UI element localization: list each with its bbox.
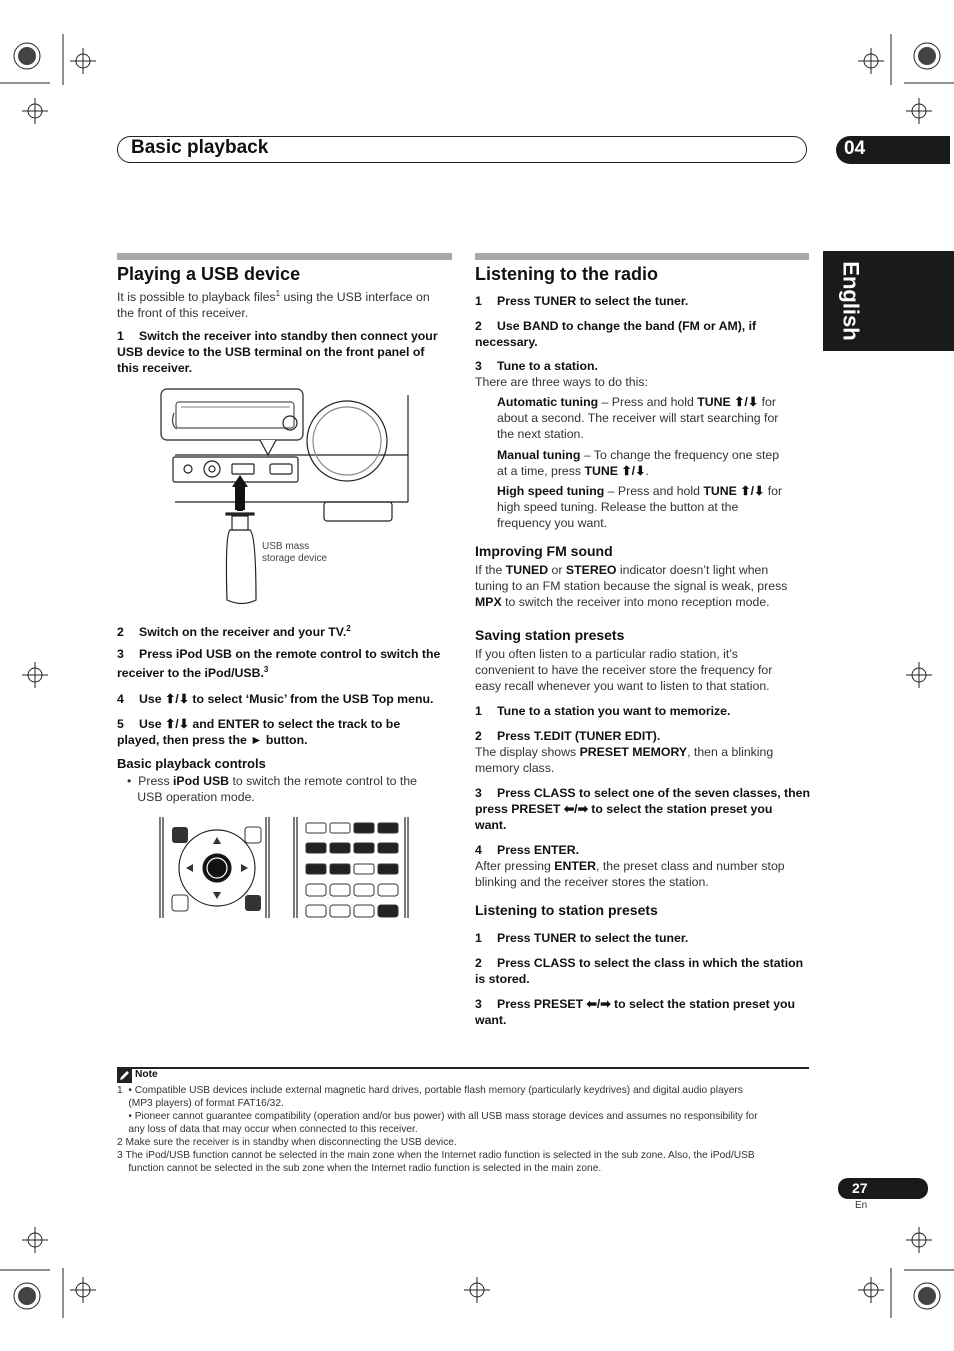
step-number: 5 [117, 717, 124, 731]
step-text: receiver to the iPod/USB. [117, 666, 264, 681]
text: frequency you want. [497, 516, 608, 530]
save-step-2 [475, 728, 660, 744]
usb-connection-illustration [150, 385, 420, 610]
enter-key: ENTER [554, 859, 596, 873]
section-bar-radio [475, 253, 809, 260]
automatic-tuning [497, 394, 817, 442]
footnote-ref-1: 1 [275, 289, 281, 298]
footnote-text: any loss of data that may occur when connected to this receiver. [128, 1124, 418, 1135]
text: If you often listen to a particular radio station, it’s [475, 647, 738, 661]
step-number: 1 [117, 329, 124, 343]
usb-step-1 [117, 328, 457, 376]
radio-step-3 [475, 358, 598, 374]
note-divider [117, 1067, 809, 1069]
section-bar-usb [117, 253, 452, 260]
text: After pressing [475, 859, 555, 873]
text: easy recall whenever you want to listen to that station. [475, 679, 770, 693]
save-step-1 [475, 703, 730, 719]
remote-control-illustration [158, 815, 413, 920]
page-number: 27 [852, 1180, 868, 1196]
footnote-text: function cannot be selected in the sub zone when the Internet radio function is selected in the main zone. [128, 1163, 602, 1174]
step-number: 2 [117, 625, 124, 640]
step-number: 2 [475, 956, 482, 970]
text: memory class. [475, 761, 555, 775]
fm-text [475, 562, 815, 610]
tuned-indicator: TUNED [505, 563, 549, 577]
step-text: to select ‘Music’ from the USB Top menu. [189, 692, 434, 706]
step-text: Press PRESET ⬅/➡ to select the station preset you [497, 997, 796, 1011]
usb-intro [117, 286, 457, 321]
usb-intro-a: It is possible to playback files [117, 290, 276, 305]
fm-heading: Improving FM sound [475, 543, 613, 559]
footnote-number: 1 [117, 1085, 123, 1096]
text: high speed tuning. Release the button at the [497, 500, 739, 514]
step-text: Switch on the receiver and your TV. [139, 625, 347, 640]
radio-step-3-text: There are three ways to do this: [475, 375, 648, 389]
footnote-3 [117, 1149, 817, 1175]
step-number: 2 [475, 319, 482, 333]
save-step-2-text [475, 744, 815, 776]
text: – To change the frequency one step [580, 448, 780, 462]
step-text: Press TUNER to select the tuner. [497, 931, 689, 945]
mpx-key: MPX [475, 595, 502, 609]
step-text: Press iPod USB on the remote control to switch the [139, 647, 441, 661]
step-number: 4 [117, 692, 124, 706]
step-text: press PRESET ⬅/➡ to select the station preset you [475, 802, 773, 816]
text: convenient to have the receiver store the frequency for [475, 663, 773, 677]
listen-step-3 [475, 996, 815, 1028]
note-label: Note [135, 1069, 158, 1080]
tune-key: TUNE ⬆/⬇ [703, 484, 765, 498]
bullet-mark: • [127, 774, 132, 788]
footnote-ref-2: 2 [346, 624, 351, 633]
page-language: En [855, 1200, 868, 1211]
note-icon [117, 1068, 132, 1083]
save-step-3 [475, 785, 815, 833]
step-text: Press ENTER. [497, 843, 580, 857]
save-intro [475, 646, 815, 694]
language-tab-label: English [839, 261, 865, 341]
footnote-2 [117, 1136, 817, 1149]
usb-step-4 [117, 691, 462, 707]
text: for [758, 395, 776, 409]
term: Automatic tuning [497, 395, 599, 409]
term: High speed tuning [497, 484, 605, 498]
text: – Press and hold [598, 395, 698, 409]
radio-step-1 [475, 293, 688, 309]
usb-step-2 [117, 621, 457, 640]
language-tab-label-wrap [823, 251, 879, 351]
listen-step-2 [475, 955, 815, 987]
step-text: Switch the receiver into standby then connect your [139, 329, 438, 343]
text: If the [475, 563, 506, 577]
step-text: played, then press the ► button. [117, 733, 308, 747]
step-number: 1 [475, 931, 482, 945]
controls-bullet [127, 773, 457, 805]
bullet-text: USB operation mode. [137, 790, 255, 804]
step-text: this receiver. [117, 361, 193, 375]
usb-intro-c: the front of this receiver. [117, 306, 249, 321]
usb-step-3 [117, 646, 462, 681]
footnote-number: 2 [117, 1137, 123, 1148]
usb-caption-1: USB mass [262, 541, 310, 552]
step-number: 3 [117, 647, 124, 661]
save-step-4-text [475, 858, 815, 890]
step-number: 3 [475, 997, 482, 1011]
up-down-arrows-icon: ⬆/⬇ [164, 692, 190, 706]
text: indicator doesn’t light when [616, 563, 769, 577]
footnote-text: • Pioneer cannot guarantee compatibility (operation and/or bus power) with all USB mass storage devices and assumes no responsibility for [128, 1111, 758, 1122]
step-number: 2 [475, 729, 482, 743]
save-step-4 [475, 842, 579, 858]
radio-heading: Listening to the radio [475, 264, 658, 284]
step-text: Use [139, 717, 165, 731]
step-number: 3 [475, 359, 482, 373]
footnote-text: The iPod/USB function cannot be selected in the main zone when the Internet radio function is selected in the sub zone. Also, the iPod/USB [125, 1150, 755, 1161]
step-text: Press CLASS to select the class in which the station [497, 956, 804, 970]
step-text: Use BAND to change the band (FM or AM), if [497, 319, 757, 333]
text: at a time, press [497, 464, 585, 478]
step-number: 3 [475, 786, 482, 800]
footnote-ref-3: 3 [263, 665, 269, 674]
step-text: want. [475, 1013, 507, 1027]
step-number: 1 [475, 704, 482, 718]
text: , the preset class and number stop [595, 859, 785, 873]
footnote-text: (MP3 players) of format FAT16/32. [128, 1098, 284, 1109]
footnote-1 [117, 1084, 817, 1136]
bullet-text: Press [138, 774, 174, 788]
preset-memory-display: PRESET MEMORY [579, 745, 688, 759]
step-text: Press CLASS to select one of the seven classes, then [497, 786, 811, 800]
step-text: Tune to a station. [497, 359, 598, 373]
text: tuning to an FM station because the signal is weak, press [475, 579, 788, 593]
radio-step-2 [475, 318, 815, 350]
save-heading: Saving station presets [475, 627, 625, 643]
step-text: necessary. [475, 335, 538, 349]
usb-heading: Playing a USB device [117, 264, 301, 284]
text: . [645, 464, 649, 478]
text: for [764, 484, 783, 498]
step-text: Use [139, 692, 165, 706]
text: about a second. The receiver will start searching for [497, 411, 779, 425]
step-text: want. [475, 818, 507, 832]
step-number: 1 [475, 294, 482, 308]
text: – Press and hold [604, 484, 704, 498]
step-text: Press T.EDIT (TUNER EDIT). [497, 729, 661, 743]
chapter-title: Basic playback [131, 137, 269, 158]
step-text: Tune to a station you want to memorize. [497, 704, 731, 718]
text: , then a blinking [687, 745, 774, 759]
usb-intro-b: using the USB interface on [280, 290, 430, 305]
high-speed-tuning [497, 483, 817, 531]
tune-key: TUNE ⬆/⬇ [584, 464, 646, 478]
step-text: USB device to the USB terminal on the front panel of [117, 345, 425, 359]
usb-caption-2: storage device [262, 553, 328, 564]
text: blinking and the receiver stores the station. [475, 875, 709, 889]
listen-heading: Listening to station presets [475, 902, 658, 918]
manual-tuning [497, 447, 817, 479]
usb-step-5 [117, 716, 462, 748]
footnote-text: Make sure the receiver is in standby when disconnecting the USB device. [125, 1137, 457, 1148]
text: The display shows [475, 745, 580, 759]
step-text: Press TUNER to select the tuner. [497, 294, 689, 308]
listen-step-1 [475, 930, 688, 946]
step-text: and ENTER to select the track to be [189, 717, 401, 731]
up-down-arrows-icon: ⬆/⬇ [164, 717, 190, 731]
footnote-text: • Compatible USB devices include external magnetic hard drives, portable flash memory (particularly keydrives) and digital audio players [128, 1085, 743, 1096]
text: the next station. [497, 427, 584, 441]
step-text: is stored. [475, 972, 530, 986]
bullet-text: to switch the remote control to the [229, 774, 418, 788]
tune-key: TUNE ⬆/⬇ [697, 395, 759, 409]
term: Manual tuning [497, 448, 581, 462]
text: or [548, 563, 566, 577]
stereo-indicator: STEREO [565, 563, 617, 577]
step-number: 4 [475, 843, 482, 857]
text: to switch the receiver into mono reception mode. [501, 595, 770, 609]
controls-heading: Basic playback controls [117, 756, 266, 771]
ipod-usb-key: iPod USB [173, 774, 230, 788]
footnote-number: 3 [117, 1150, 123, 1161]
chapter-number: 04 [844, 138, 866, 159]
